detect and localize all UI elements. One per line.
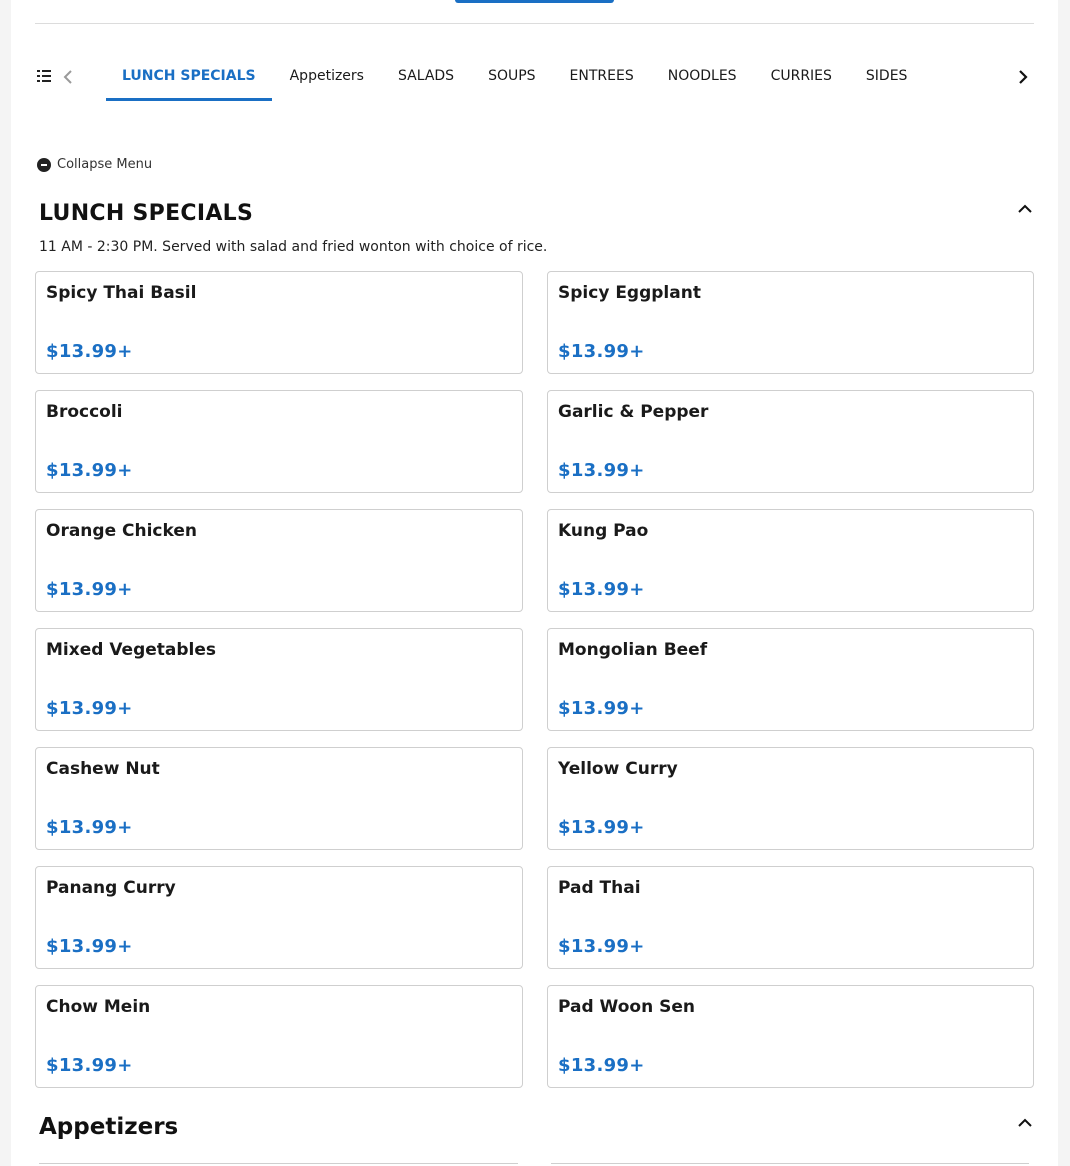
tab-appetizers[interactable]: Appetizers	[289, 68, 364, 84]
menu-item-price: $13.99+	[46, 936, 133, 957]
chevron-up-icon[interactable]	[1017, 204, 1033, 214]
menu-item-name: Panang Curry	[46, 878, 176, 898]
menu-item-name: Chow Mein	[46, 997, 151, 1017]
menu-item-price: $13.99+	[558, 460, 645, 481]
list-icon[interactable]	[37, 70, 51, 82]
menu-item-name: Cashew Nut	[46, 759, 160, 779]
menu-item-price: $13.99+	[558, 341, 645, 362]
menu-item-price: $13.99+	[558, 817, 645, 838]
menu-item-card[interactable]	[547, 747, 1034, 850]
menu-item-card[interactable]	[547, 271, 1034, 374]
menu-item-card[interactable]	[35, 747, 523, 850]
divider	[35, 23, 1034, 24]
menu-item-name: Spicy Eggplant	[558, 283, 701, 303]
menu-item-card[interactable]	[35, 390, 523, 493]
menu-item-price: $13.99+	[46, 341, 133, 362]
menu-item-card[interactable]	[547, 628, 1034, 731]
tab-noodles[interactable]: NOODLES	[667, 68, 737, 84]
menu-item-card[interactable]	[547, 390, 1034, 493]
lunch-specials-grid	[35, 271, 1034, 1088]
menu-item-name: Yellow Curry	[558, 759, 678, 779]
menu-item-price: $13.99+	[558, 936, 645, 957]
menu-item-card[interactable]	[35, 985, 523, 1088]
section-title-lunch-specials: LUNCH SPECIALS	[39, 201, 254, 226]
tab-salads[interactable]: SALADS	[397, 68, 455, 84]
menu-item-price: $13.99+	[46, 460, 133, 481]
menu-item-name: Broccoli	[46, 402, 123, 422]
menu-item-card[interactable]	[35, 509, 523, 612]
chevron-left-icon[interactable]	[59, 67, 77, 87]
tab-sides[interactable]: SIDES	[865, 68, 908, 84]
menu-item-name: Pad Woon Sen	[558, 997, 695, 1017]
menu-item-card[interactable]	[547, 509, 1034, 612]
tab-soups[interactable]: SOUPS	[488, 68, 536, 84]
menu-item-card[interactable]	[35, 271, 523, 374]
minus-circle-icon	[37, 158, 51, 172]
menu-item-card[interactable]	[35, 628, 523, 731]
menu-page	[11, 0, 1058, 1166]
menu-item-price: $13.99+	[558, 698, 645, 719]
menu-item-name: Pad Thai	[558, 878, 641, 898]
tabs-scroll-area	[106, 50, 1006, 104]
menu-item-name: Spicy Thai Basil	[46, 283, 197, 303]
menu-item-name: Garlic & Pepper	[558, 402, 709, 422]
menu-item-price: $13.99+	[46, 817, 133, 838]
section-description: 11 AM - 2:30 PM. Served with salad and fried wonton with choice of rice.	[39, 239, 548, 255]
menu-item-card[interactable]	[547, 985, 1034, 1088]
tab-curries[interactable]: CURRIES	[770, 68, 832, 84]
menu-item-name: Mixed Vegetables	[46, 640, 217, 660]
collapse-menu-label: Collapse Menu	[57, 157, 153, 172]
menu-item-price: $13.99+	[46, 698, 133, 719]
menu-item-card[interactable]	[547, 866, 1034, 969]
category-tab-bar	[11, 50, 1058, 104]
tab-lunch-specials[interactable]: LUNCH SPECIALS	[106, 50, 272, 101]
chevron-right-icon[interactable]	[1014, 67, 1032, 87]
menu-item-price: $13.99+	[46, 1055, 133, 1076]
tab-entrees[interactable]: ENTREES	[569, 68, 634, 84]
menu-item-name: Kung Pao	[558, 521, 649, 541]
menu-item-price: $13.99+	[558, 579, 645, 600]
chevron-up-icon[interactable]	[1017, 1118, 1033, 1128]
section-title-appetizers: Appetizers	[39, 1114, 179, 1140]
menu-item-price: $13.99+	[558, 1055, 645, 1076]
top-action-button[interactable]	[455, 0, 614, 3]
collapse-menu-button[interactable]	[37, 157, 152, 172]
menu-item-name: Mongolian Beef	[558, 640, 708, 660]
menu-item-card[interactable]	[35, 866, 523, 969]
tabs	[106, 50, 1006, 104]
menu-item-name: Orange Chicken	[46, 521, 197, 541]
menu-item-price: $13.99+	[46, 579, 133, 600]
